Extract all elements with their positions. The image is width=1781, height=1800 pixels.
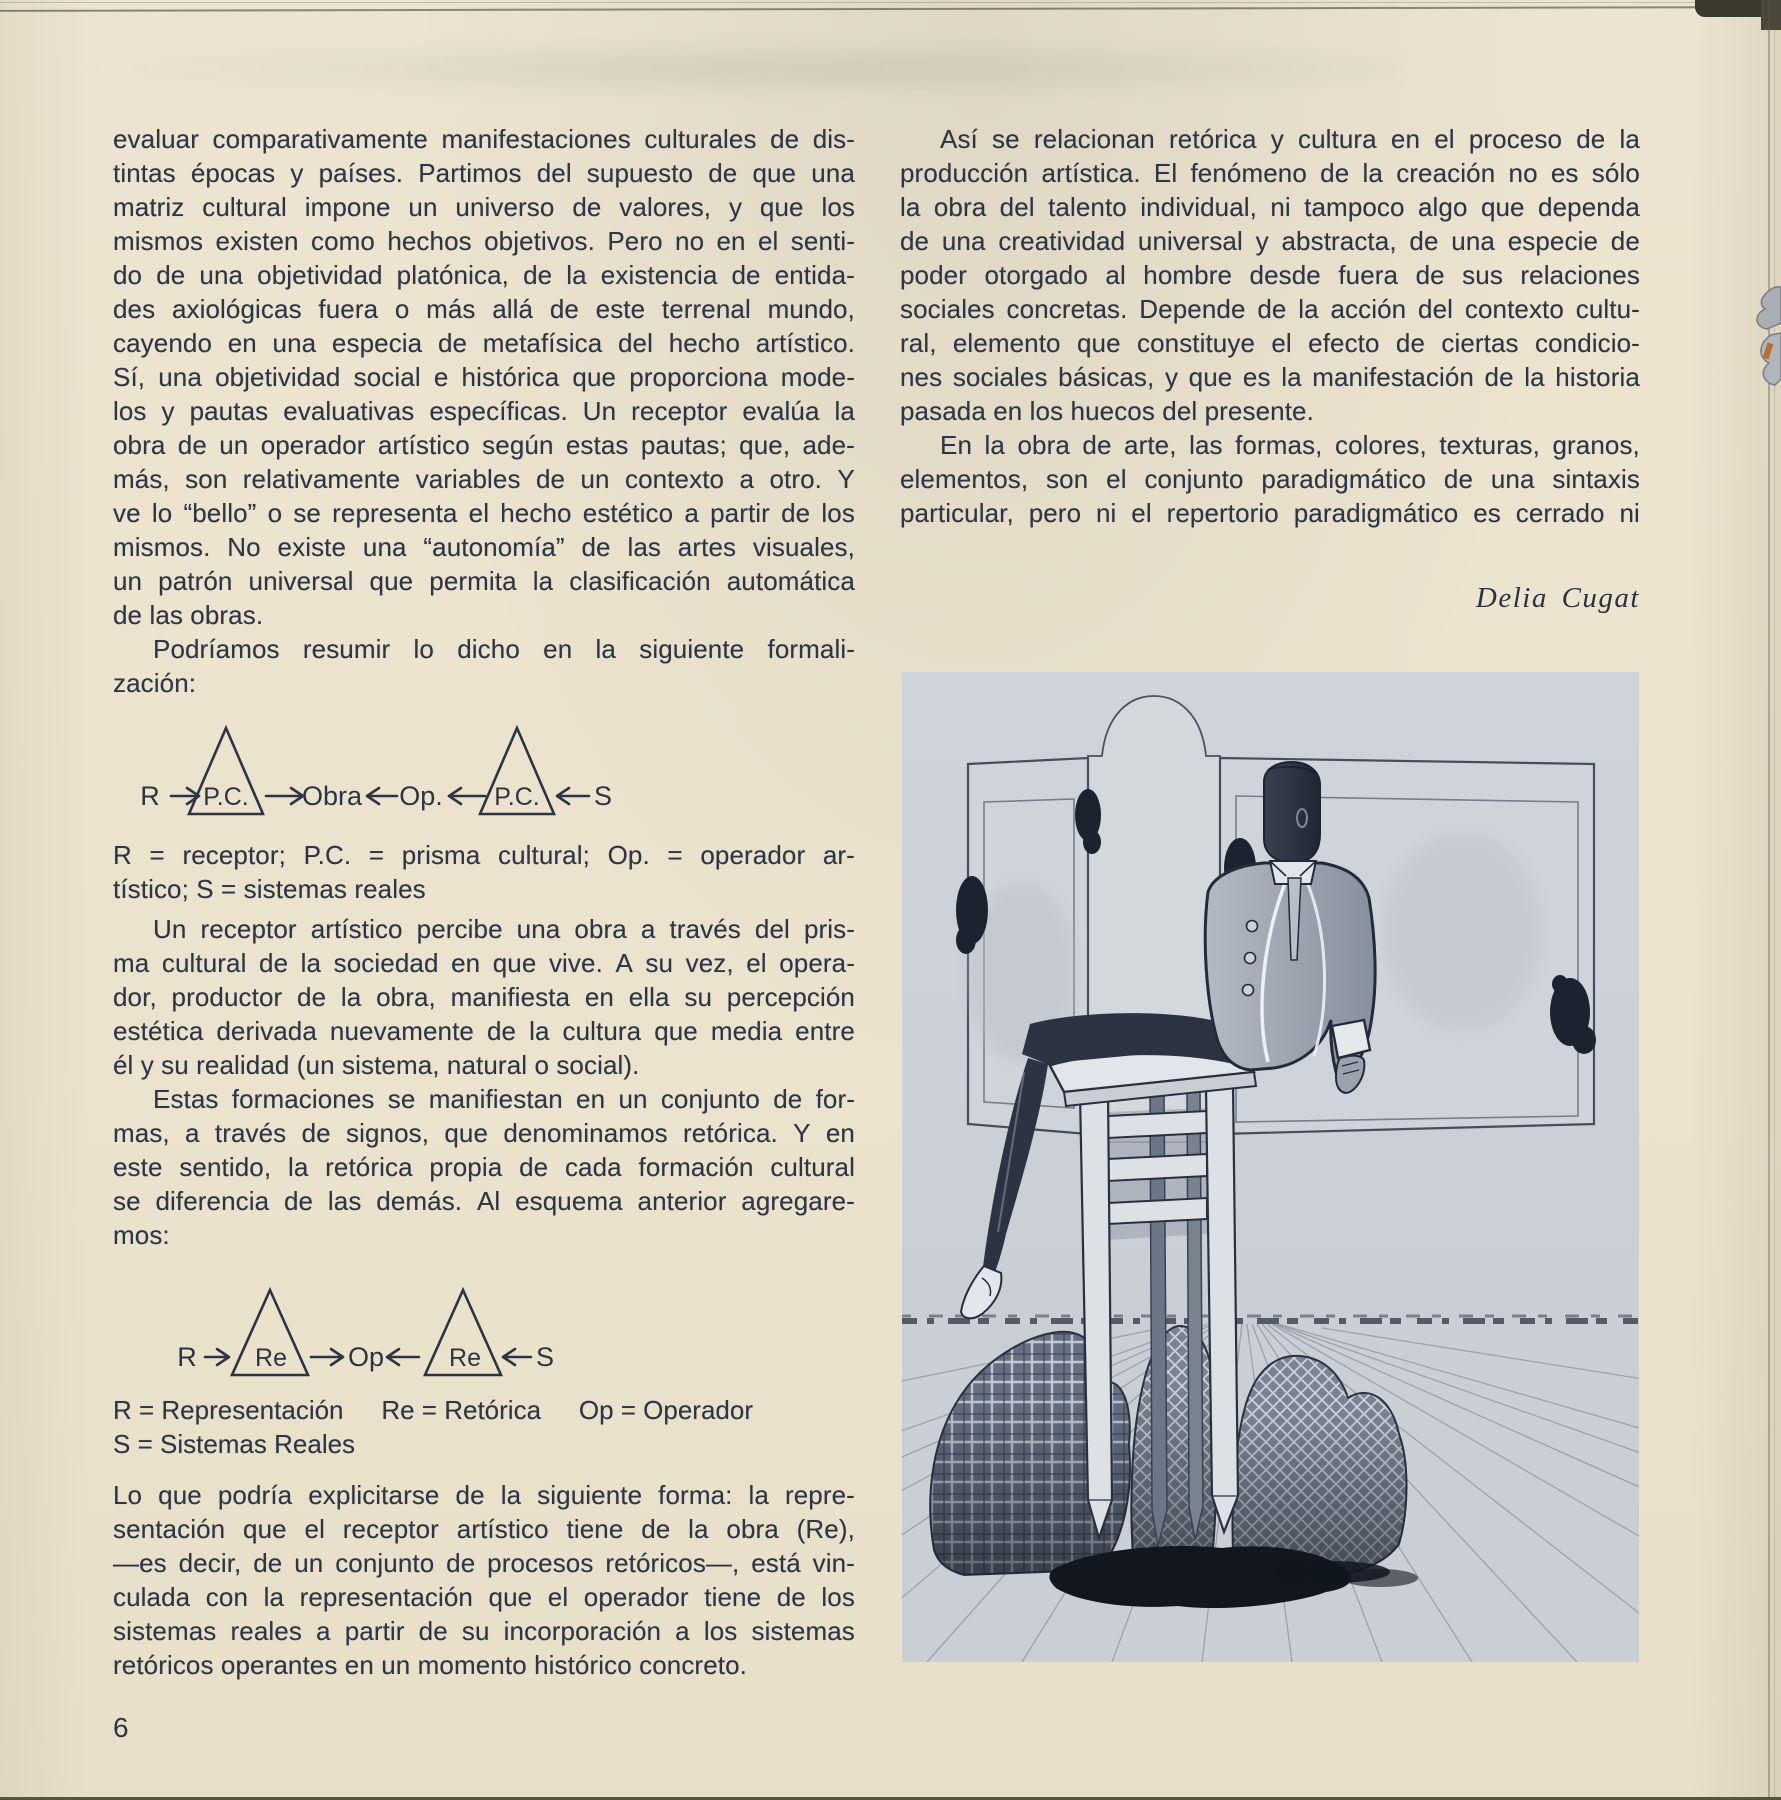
diagram2-node-op: Op [347,1342,385,1372]
text-line: pasada en los huecos del presente. [900,396,1314,426]
paragraph [900,122,1640,428]
text-line: retóricos operantes en un momento histórico concreto. [113,1650,747,1680]
text-line: tístico; S = sistemas reales [113,874,426,904]
figure-cuff [1332,1020,1370,1058]
page-top-edge-faint [0,2,1781,3]
text-line: des axiológicas fuera o más allá de este terrenal mundo, [113,294,855,324]
text-line: culada con la representación que el operador tiene de los [113,1582,855,1612]
text-line: nes sociales básicas, y que es la manifestación de la historia [900,362,1640,392]
front-leg-pencil [1206,1086,1238,1532]
text-line: R = receptor; P.C. = prisma cultural; Op. = operador ar- [113,840,855,870]
text-line: de las obras. [113,600,264,630]
text-line: —es decir, de un conjunto de procesos retóricos—, está vin- [113,1548,855,1578]
text-line: elementos, son el conjunto paradigmático de una sintaxis [900,464,1640,494]
paragraph [900,428,1640,530]
text-line: evaluar comparativamente manifestaciones culturales de dis- [113,124,855,154]
text-line: sentación que el receptor artístico tiene de la obra (Re), [113,1514,855,1544]
diagram1-node-obra: Obra [301,781,363,811]
text-line: la obra del talento individual, ni tampoco algo que dependa [900,192,1640,222]
arrow-right-icon [205,1349,229,1365]
text-line: mos: [113,1220,170,1250]
paragraph [113,1478,855,1682]
text-line: Lo que podría explicitarse de la siguiente forma: la repre- [113,1480,855,1510]
text-line: poder otorgado al hombre desde fuera de sus relaciones [900,260,1640,290]
arrow-left-icon [557,788,589,804]
torn-paper-mark [1735,283,1781,413]
text-line: tintas épocas y países. Partimos del supuesto de que una [113,158,855,188]
diagram1-node-r: R [140,781,160,811]
legend-item: Op = Operador [578,1395,753,1425]
text-line: más, son relativamente variables de un contexto a otro. Y [113,464,855,494]
paragraph [113,122,855,632]
scan-smudge [60,38,1400,100]
left-text-block-1 [113,122,855,700]
diagram2-node-s: S [535,1342,555,1372]
text-line: se diferencia de las demás. Al esquema anterior agregare- [113,1186,855,1216]
text-line: matriz cultural impone un universo de valores, y que los [113,192,855,222]
left-text-block-3 [113,1478,855,1682]
diagram-prisma-cultural [113,708,855,830]
text-line: producción artística. El fenómeno de la creación no es sólo [900,158,1640,188]
diagram2-node-r: R [177,1342,197,1372]
arrow-right-icon [266,788,303,804]
left-column [113,122,855,700]
paragraph [113,632,855,700]
text-line: sociales concretas. Depende de la acción del contexto cultu- [900,294,1640,324]
text-line: obra de un operador artístico según estas pautas; que, ade- [113,430,855,460]
author-byline: Delia Cugat [1475,582,1640,614]
paragraph [113,838,855,906]
right-text-block-1 [900,122,1640,530]
text-line: Podríamos resumir lo dicho en la siguiente formali- [153,634,855,664]
text-line: mismos. No existe una “autonomía” de las artes visuales, [113,532,855,562]
text-line: mismos existen como hechos objetivos. Pero no en el senti- [113,226,855,256]
text-line: particular, pero ni el repertorio paradigmático es cerrado ni [900,498,1640,528]
diagram1-triangle2-label: P.C. [494,783,540,811]
diagram1-node-s: S [593,781,613,811]
legend-item: Re = Retórica [381,1395,542,1425]
page-number: 6 [113,1712,129,1743]
diagram2-legend [113,1393,855,1461]
text-line: este sentido, la retórica propia de cada formación cultural [113,1152,855,1182]
binding-crease [1768,0,1770,1800]
rail [1108,1111,1207,1138]
diagram1-node-op: Op. [399,781,443,811]
text-line: él y su realidad (un sistema, natural o social). [113,1050,640,1080]
text-line: Así se relacionan retórica y cultura en el proceso de la [940,124,1640,154]
paragraph [113,1082,855,1252]
text-line: mas, a través de signos, que denominamos retórica. Y en [113,1118,855,1148]
page-top-edge [0,6,1781,12]
text-line: un patrón universal que permita la clasificación automática [113,566,855,596]
arrow-left-icon [387,1349,419,1365]
text-line: estética derivada nuevamente de la cultura que media entre [113,1016,855,1046]
diagram2-triangle1-label: Re [255,1344,287,1372]
text-line: ve lo “bello” o se representa el hecho estético a partir de los [113,498,855,528]
figure-head [1264,762,1320,861]
arrow-right-icon [311,1349,343,1365]
text-line: cayendo en una especia de metafísica del hecho artístico. [113,328,855,358]
legend-line: S = Sistemas Reales [113,1429,356,1459]
illustration-plate [902,672,1639,1662]
binding-crease-faint [1774,0,1775,1800]
left-text-block-2 [113,912,855,1252]
text-line: sistemas reales a partir de su incorporación a los sistemas [113,1616,855,1646]
legend-row [113,1393,753,1427]
diagram1-legend [113,838,855,906]
diagram1-triangle1-label: P.C. [203,783,249,811]
text-line: ma cultural de la sociedad en que vive. A su vez, el opera- [113,948,855,978]
arrow-left-icon [367,788,397,804]
arrow-left-icon [503,1349,531,1365]
diagram2-triangle2-label: Re [449,1344,481,1372]
text-line: los y pautas evaluativas específicas. Un receptor evalúa la [113,396,855,426]
scan-corner-shadow-2 [1761,0,1781,30]
text-line: En la obra de arte, las formas, colores, texturas, granos, [940,430,1640,460]
legend-item: R = Representación [113,1395,344,1425]
rail [1108,1154,1207,1181]
text-line: de una creatividad universal y abstracta, de una especie de [900,226,1640,256]
rail [1108,1198,1207,1224]
text-line: ral, elemento que constituye el efecto de ciertas condicio- [900,328,1640,358]
text-line: Un receptor artístico percibe una obra a través del pris- [153,914,855,944]
text-line: zación: [113,668,197,698]
text-line: do de una objetividad platónica, de la existencia de entida- [113,260,855,290]
right-column [900,122,1640,530]
paragraph [113,912,855,1082]
text-line: dor, productor de la obra, manifiesta en ella su percepción [113,982,855,1012]
diagram-retorica [113,1270,855,1388]
arrow-left-icon [449,788,485,804]
text-line: Sí, una objetividad social e histórica que proporciona mode- [113,362,855,392]
text-line: Estas formaciones se manifiestan en un conjunto de for- [153,1084,855,1114]
